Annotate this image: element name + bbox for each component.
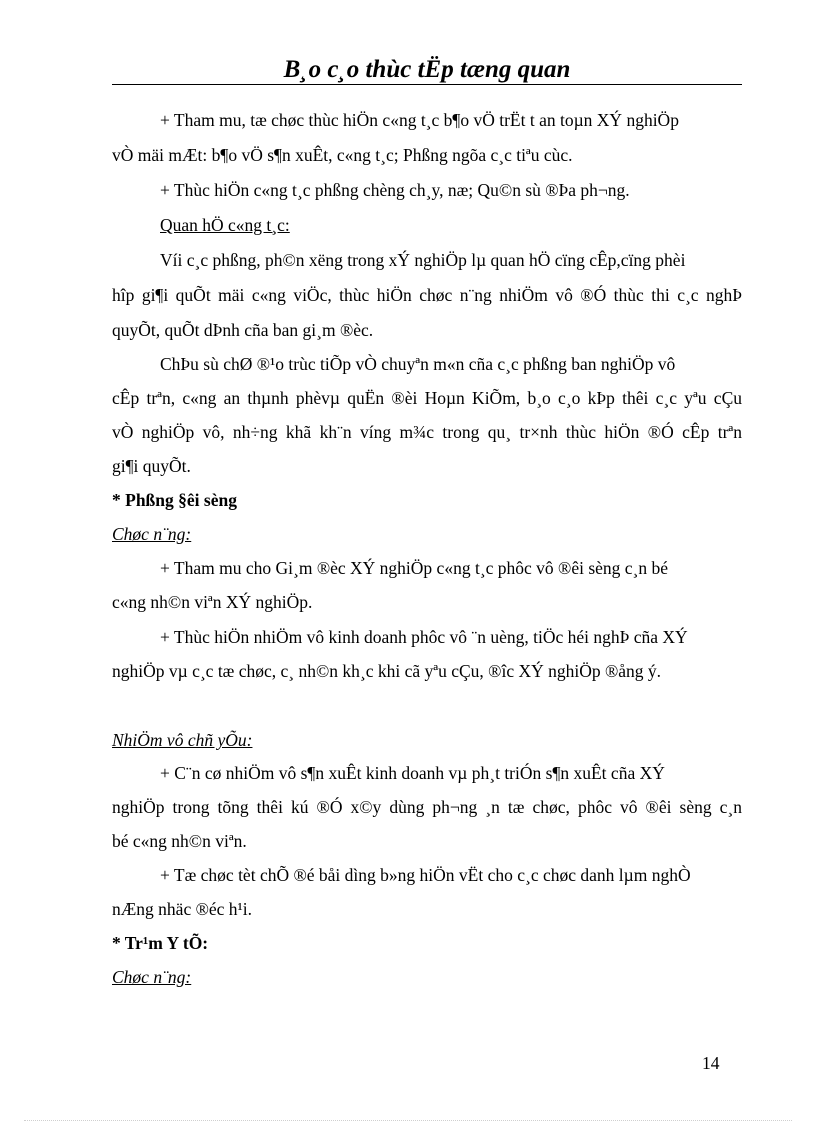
- paragraph-line: Víi c¸c phßng, ph©n xëng trong xÝ nghiÖp lµ quan hÖ cïng cÊp,cïng phèi: [160, 250, 686, 270]
- paragraph-line: + Tham mu cho Gi¸m ®èc XÝ nghiÖp c«ng t¸c phôc vô ®êi sèng c¸n bé: [160, 558, 669, 578]
- paragraph-line: c«ng nh©n viªn XÝ nghiÖp.: [112, 592, 313, 612]
- page-header-title: B¸o c¸o thùc tËp tæng quan: [283, 56, 571, 83]
- paragraph-line: hîp gi¶i quÕt mäi c«ng viÖc, thùc hiÖn chøc n¨ng nhiÖm vô ®Ó thùc thi c¸c nghÞ: [112, 285, 742, 305]
- section-subheading: NhiÖm vô chñ yÕu:: [112, 730, 253, 750]
- paragraph-line: + C¨n cø nhiÖm vô s¶n xuÊt kinh doanh vµ ph¸t triÓn s¶n xuÊt cña XÝ: [160, 763, 665, 783]
- paragraph-line: nÆng nhäc ®éc h¹i.: [112, 899, 253, 919]
- section-subheading: Quan hÖ c«ng t¸c:: [160, 215, 290, 235]
- paragraph-line: + Thùc hiÖn nhiÖm vô kinh doanh phôc vô ¨n uèng, tiÖc héi nghÞ cña XÝ: [160, 627, 688, 647]
- section-heading: * Tr¹m Y tÕ:: [112, 933, 209, 953]
- paragraph-line: + Tham mu, tæ chøc thùc hiÖn c«ng t¸c b¶o vÖ trËt t an toµn XÝ nghiÖp: [160, 110, 679, 130]
- paragraph-line: nghiÖp trong tõng thêi kú ®Ó x©y dùng ph¬ng ¸n tæ chøc, phôc vô ®êi sèng c¸n: [112, 797, 742, 817]
- section-heading: * Phßng §êi sèng: [112, 490, 237, 510]
- paragraph-line: quyÕt, quÕt dÞnh cña ban gi¸m ®èc.: [112, 320, 374, 340]
- paragraph-line: gi¶i quyÕt.: [112, 456, 191, 476]
- paragraph-line: vÒ mäi mÆt: b¶o vÖ s¶n xuÊt, c«ng t¸c; Phßng ngõa c¸c tiªu cùc.: [112, 145, 573, 165]
- header-divider: [112, 84, 742, 85]
- page-bottom-border: [24, 1120, 792, 1121]
- paragraph-line: ChÞu sù chØ ®¹o trùc tiÕp vÒ chuyªn m«n cña c¸c phßng ban nghiÖp vô: [160, 354, 676, 374]
- paragraph-line: + Tæ chøc tèt chÕ ®é båi dìng b»ng hiÖn vËt cho c¸c chøc danh lµm nghÒ: [160, 865, 691, 885]
- paragraph-line: cÊp trªn, c«ng an thµnh phèvµ quËn ®èi Hoµn KiÕm, b¸o c¸o kÞp thêi c¸c yªu cÇu: [112, 388, 742, 408]
- section-subheading: Chøc n¨ng:: [112, 967, 192, 987]
- paragraph-line: vÒ nghiÖp vô, nh÷ng khã kh¨n víng m¾c trong qu¸ tr×nh thùc hiÖn ®Ó cÊp trªn: [112, 422, 742, 442]
- paragraph-line: nghiÖp vµ c¸c tæ chøc, c¸ nh©n kh¸c khi cã yªu cÇu, ®îc XÝ nghiÖp ®ång ý.: [112, 661, 662, 681]
- paragraph-line: + Thùc hiÖn c«ng t¸c phßng chèng ch¸y, næ; Qu©n sù ®Þa ph¬ng.: [160, 180, 630, 200]
- page-number: 14: [702, 1053, 720, 1073]
- section-subheading: Chøc n¨ng:: [112, 524, 192, 544]
- paragraph-line: bé c«ng nh©n viªn.: [112, 831, 247, 851]
